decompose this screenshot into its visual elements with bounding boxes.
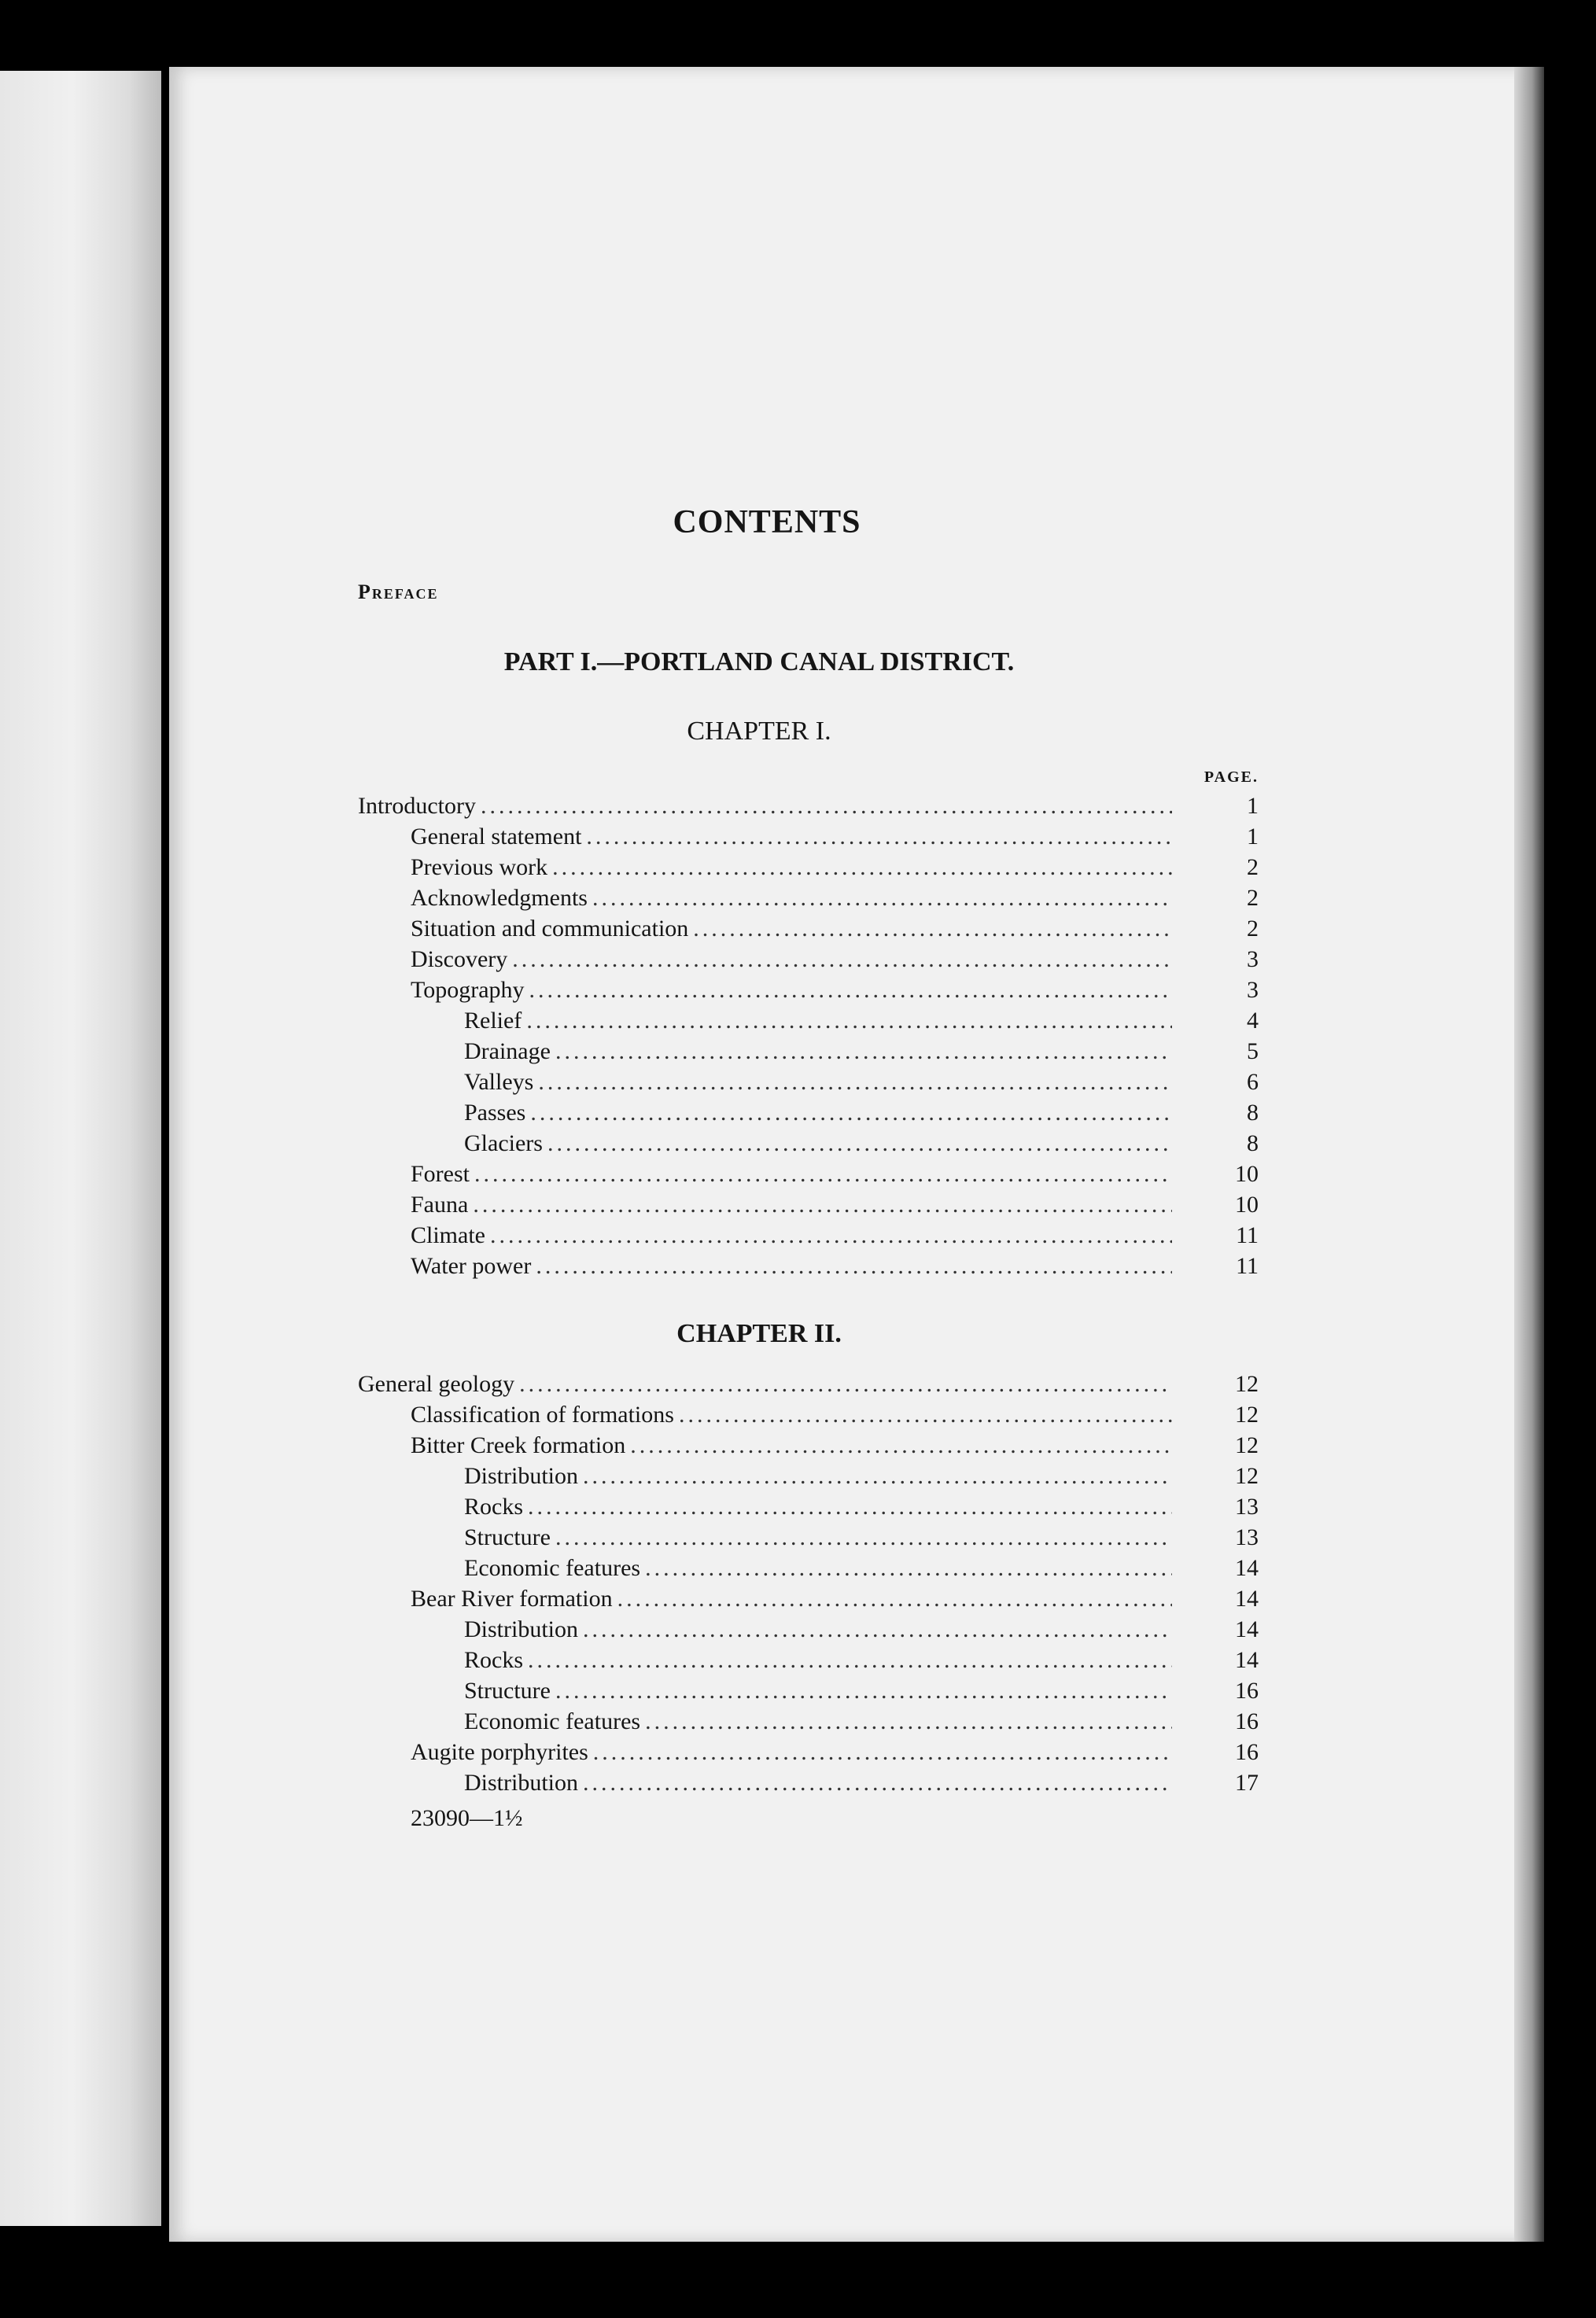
dot-leader [645, 1555, 1172, 1582]
dot-leader [592, 885, 1172, 912]
toc-entry [358, 916, 1259, 946]
dot-leader [512, 946, 1172, 973]
printer-code: 23090—1½ [411, 1805, 523, 1831]
part-title: PART I.—PORTLAND CANAL DISTRICT. [503, 647, 1015, 676]
toc-entry-label: Discovery [411, 946, 508, 972]
toc-entry-page: 11 [1236, 1253, 1259, 1279]
toc-entry-page: 4 [1247, 1008, 1259, 1034]
toc-entry-label: Structure [464, 1524, 551, 1550]
toc-entry-page: 17 [1235, 1770, 1259, 1796]
toc-entry [358, 1616, 1259, 1647]
toc-entry-label: Valleys [464, 1069, 534, 1095]
toc-entry-page: 12 [1235, 1463, 1259, 1489]
dot-leader [530, 1100, 1172, 1126]
toc-entry [358, 1130, 1259, 1161]
toc-entry [358, 1432, 1259, 1463]
toc-entry-label: Introductory [358, 793, 476, 819]
toc-entry-label: Distribution [464, 1616, 579, 1642]
dot-leader [583, 1616, 1172, 1643]
dot-leader [555, 1038, 1172, 1065]
toc-entry [358, 1770, 1259, 1800]
toc-entry-page: 8 [1247, 1100, 1259, 1126]
toc-entry [358, 1222, 1259, 1253]
toc-entry [358, 1555, 1259, 1586]
toc-entry-label: Forest [411, 1161, 470, 1187]
toc-entry-page: 8 [1247, 1130, 1259, 1156]
toc-entry-label: Bear River formation [411, 1586, 613, 1612]
toc-entry-page: 12 [1235, 1371, 1259, 1397]
toc-entry-label: Distribution [464, 1463, 579, 1489]
toc-entry-label: Passes [464, 1100, 526, 1126]
page-edge [1514, 67, 1544, 2242]
toc-entry-label: Relief [464, 1008, 522, 1034]
dot-leader [490, 1222, 1172, 1249]
toc-entry [358, 1253, 1259, 1284]
toc-entry-label: Economic features [464, 1555, 641, 1581]
toc-entry-label: Distribution [464, 1770, 579, 1796]
table-of-contents [358, 503, 1262, 1832]
dot-leader [473, 1192, 1172, 1218]
toc-entry [358, 946, 1259, 977]
toc-entry-label: Climate [411, 1222, 485, 1248]
toc-entry [358, 854, 1259, 885]
dot-leader [555, 1524, 1172, 1551]
toc-entry-page: 13 [1235, 1524, 1259, 1550]
chapter-2-entries [358, 1371, 1262, 1800]
dot-leader [645, 1708, 1172, 1735]
toc-entry [358, 1100, 1259, 1130]
dot-leader [630, 1432, 1172, 1459]
dot-leader [528, 1494, 1172, 1520]
toc-entry [358, 1678, 1259, 1708]
toc-entry-label: Previous work [411, 854, 548, 880]
toc-entry [358, 1708, 1259, 1739]
toc-entry-label: Fauna [411, 1192, 469, 1218]
toc-entry-page: 2 [1247, 854, 1259, 880]
toc-entry-label: Classification of formations [411, 1402, 674, 1428]
dot-leader [547, 1130, 1172, 1157]
toc-entry-page: 11 [1236, 1222, 1259, 1248]
toc-entry [358, 1402, 1259, 1432]
preface-heading: Preface [358, 580, 439, 603]
toc-entry-label: Structure [464, 1678, 551, 1704]
toc-entry [358, 1463, 1259, 1494]
toc-entry-page: 16 [1235, 1708, 1259, 1734]
toc-entry [358, 1069, 1259, 1100]
dot-leader [679, 1402, 1172, 1428]
chapter-1-entries [358, 793, 1262, 1284]
toc-entry-label: Drainage [464, 1038, 551, 1064]
toc-entry-page: 14 [1235, 1616, 1259, 1642]
chapter-2-title: CHAPTER II. [676, 1319, 842, 1348]
toc-entry-page: 12 [1235, 1402, 1259, 1428]
toc-entry-page: 12 [1235, 1432, 1259, 1458]
toc-entry-label: Rocks [464, 1647, 523, 1673]
toc-entry-label: Augite porphyrites [411, 1739, 588, 1765]
toc-entry [358, 1371, 1259, 1402]
toc-entry-page: 13 [1235, 1494, 1259, 1520]
toc-entry-page: 5 [1247, 1038, 1259, 1064]
dot-leader [693, 916, 1172, 942]
dot-leader [481, 793, 1172, 820]
dot-leader [555, 1678, 1172, 1704]
toc-entry-page: 3 [1247, 946, 1259, 972]
page-column-header: PAGE. [1203, 768, 1259, 786]
facing-page [0, 71, 161, 2226]
toc-entry-label: Situation and communication [411, 916, 689, 942]
toc-entry-label: Glaciers [464, 1130, 543, 1156]
toc-entry [358, 1008, 1259, 1038]
toc-entry-page: 14 [1235, 1555, 1259, 1581]
toc-entry-page: 2 [1247, 916, 1259, 942]
toc-entry-page: 16 [1235, 1739, 1259, 1765]
toc-entry-label: Bitter Creek formation [411, 1432, 626, 1458]
toc-entry-label: Water power [411, 1253, 532, 1279]
toc-entry-page: 14 [1235, 1586, 1259, 1612]
page-title: CONTENTS [673, 504, 861, 540]
toc-entry [358, 885, 1259, 916]
toc-entry [358, 1524, 1259, 1555]
toc-entry [358, 1038, 1259, 1069]
dot-leader [474, 1161, 1172, 1188]
toc-entry [358, 1494, 1259, 1524]
dot-leader [593, 1739, 1172, 1766]
toc-entry [358, 1161, 1259, 1192]
toc-entry-page: 14 [1235, 1647, 1259, 1673]
dot-leader [586, 824, 1172, 850]
dot-leader [519, 1371, 1172, 1398]
toc-entry [358, 1739, 1259, 1770]
dot-leader [583, 1770, 1172, 1797]
dot-leader [583, 1463, 1172, 1490]
toc-entry-page: 3 [1247, 977, 1259, 1003]
dot-leader [552, 854, 1172, 881]
dot-leader [528, 1647, 1172, 1674]
toc-entry-label: Economic features [464, 1708, 641, 1734]
toc-entry-page: 16 [1235, 1678, 1259, 1704]
toc-entry-label: Acknowledgments [411, 885, 588, 911]
toc-entry-page: 10 [1235, 1192, 1259, 1218]
toc-entry [358, 1586, 1259, 1616]
toc-entry [358, 1647, 1259, 1678]
toc-entry [358, 793, 1259, 824]
toc-entry-page: 1 [1247, 824, 1259, 849]
dot-leader [617, 1586, 1172, 1612]
dot-leader [536, 1253, 1172, 1280]
toc-entry-page: 10 [1235, 1161, 1259, 1187]
toc-entry-page: 1 [1247, 793, 1259, 819]
toc-entry [358, 977, 1259, 1008]
toc-entry [358, 1192, 1259, 1222]
dot-leader [538, 1069, 1172, 1096]
toc-entry-page: 6 [1247, 1069, 1259, 1095]
chapter-1-title: CHAPTER I. [687, 717, 831, 746]
toc-entry-label: General geology [358, 1371, 515, 1397]
toc-entry [358, 824, 1259, 854]
dot-leader [526, 1008, 1172, 1034]
dot-leader [529, 977, 1172, 1004]
toc-entry-label: General statement [411, 824, 582, 849]
toc-entry-label: Rocks [464, 1494, 523, 1520]
toc-entry-page: 2 [1247, 885, 1259, 911]
toc-entry-label: Topography [411, 977, 525, 1003]
